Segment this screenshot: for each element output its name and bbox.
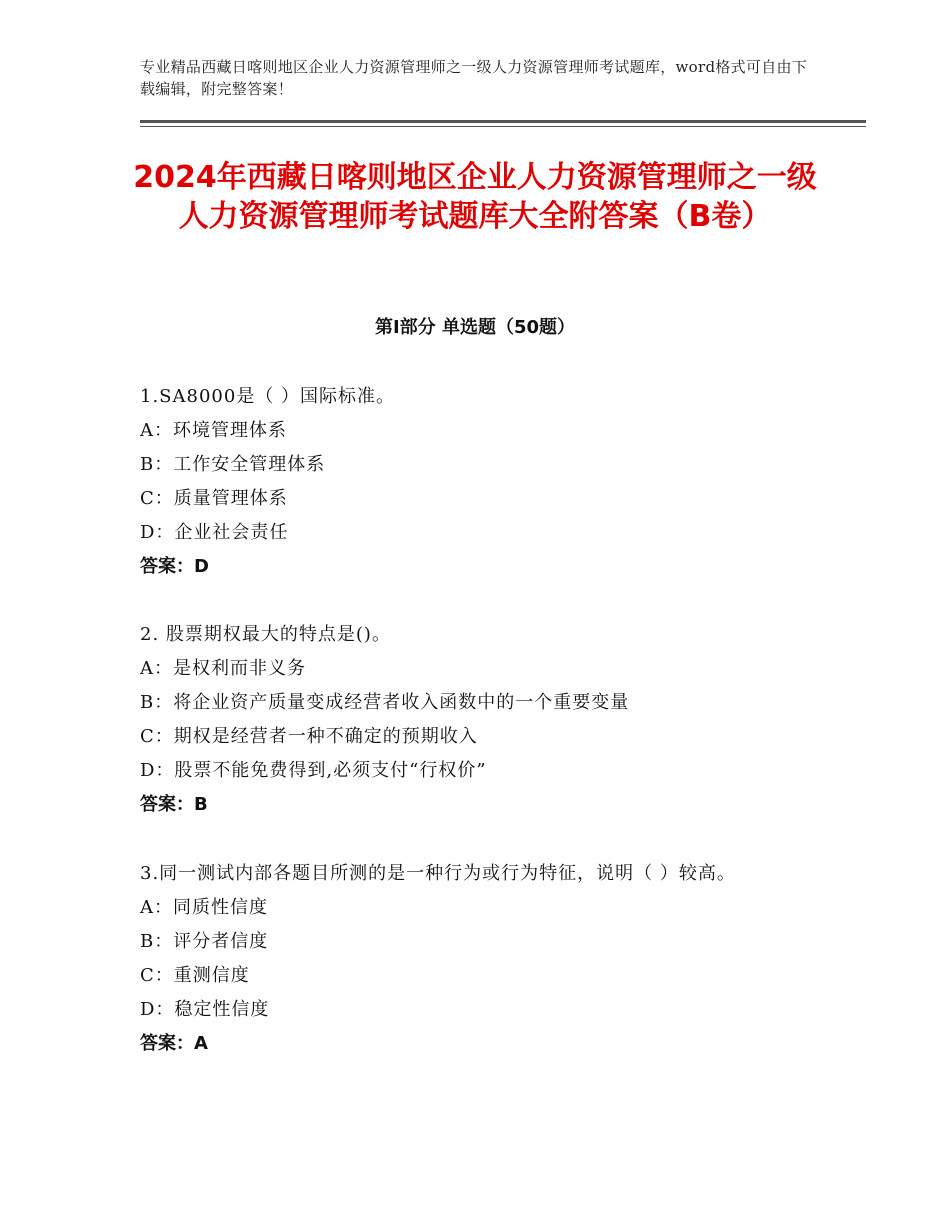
option-d: D：企业社会责任 (140, 522, 289, 543)
document-title: 2024年西藏日喀则地区企业人力资源管理师之一级人力资源管理师考试题库大全附答案（B卷） (133, 160, 817, 234)
answer: 答案：A (140, 1033, 208, 1054)
question-1 (140, 380, 800, 584)
question-stem: 1.SA8000是（ ）国际标准。 (140, 386, 396, 407)
option-c: C：重测信度 (140, 965, 250, 986)
answer: 答案：D (140, 556, 209, 577)
section-title: 第Ⅰ部分 单选题（50题） (374, 317, 575, 338)
option-d: D：股票不能免费得到,必须支付“行权价” (140, 760, 487, 781)
question-3 (140, 857, 800, 1061)
option-d: D：稳定性信度 (140, 999, 270, 1020)
answer: 答案：B (140, 794, 208, 815)
option-a: A：是权利而非义务 (140, 658, 306, 679)
question-stem: 2. 股票期权最大的特点是()。 (140, 624, 391, 645)
option-a: A：环境管理体系 (140, 420, 287, 441)
option-c: C：期权是经营者一种不确定的预期收入 (140, 726, 478, 747)
option-b: B：将企业资产质量变成经营者收入函数中的一个重要变量 (140, 692, 630, 713)
option-b: B：工作安全管理体系 (140, 454, 326, 475)
question-2 (140, 618, 800, 822)
option-c: C：质量管理体系 (140, 488, 288, 509)
header-note: 专业精品西藏日喀则地区企业人力资源管理师之一级人力资源管理师考试题库，word格式可自由下载编辑，附完整答案！ (140, 58, 808, 98)
question-stem: 3.同一测试内部各题目所测的是一种行为或行为特征，说明（ ）较高。 (140, 863, 736, 884)
header-rule-thin (140, 126, 866, 127)
option-b: B：评分者信度 (140, 931, 269, 952)
header-rule-thick (140, 120, 866, 123)
option-a: A：同质性信度 (140, 897, 268, 918)
